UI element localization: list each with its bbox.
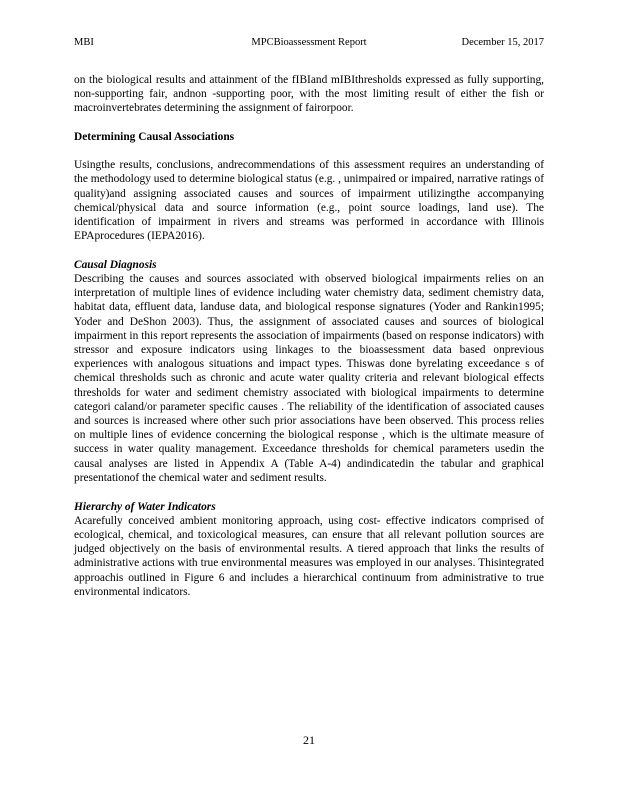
hierarchy-paragraph: Acarefully conceived ambient monitoring approach, using cost- effective indicators comprised of ecological, chemical, and toxicological measures, can ensure that all relevant pollution sources are judged objectively on the basis of environmental results. A tiered approach that links the results of administrative actions with true environmental measures was employed in our analyses. Thisintegrated approachis outlined in Figure 6 and includes a hierarchical continuum from administrative to true environmental indicators.: [74, 514, 544, 598]
causal-diagnosis-paragraph: Describing the causes and sources associated with observed biological impairments relies on an interpretation of multiple lines of evidence including water chemistry data, sediment chemistry data, habitat data, effluent data, landuse data, and biological response signatures (Yoder and Rankin1995; Yoder and DeShon 2003). Thus, the assignment of associated causes and sources of biological impairment in this report represents the association of impairments (based on response indicators) with stressor and exposure indicators using linkages to the bioassessment data based onprevious experiences with analogous situations and impact types. Thiswas done byrelating exceedance s of chemical thresholds such as chronic and acute water quality criteria and relevant biological effects thresholds for water and sediment chemistry associated with biological impairments to determine categori caland/or parameter specific causes . The reliability of the identification of associated causes and sources is increased where other such prior associations have been observed. This process relies on multiple lines of evidence concerning the biological response , which is the ultimate measure of success in water quality management. Exceedance thresholds for chemical parameters usedin the causal analyses are listed in Appendix A (Table A-4) andindicatedin the tabular and graphical presentationof the chemical water and sediment results.: [74, 273, 544, 484]
section-title: Determining Causal Associations: [74, 130, 235, 143]
header-left-org: MBI: [74, 37, 94, 48]
body-text: [74, 73, 544, 599]
causal-diagnosis-heading: Causal Diagnosis: [74, 258, 157, 271]
page-number: 21: [303, 733, 315, 747]
intro-paragraph: on the biological results and attainment of the fIBIand mIBIthresholds expressed as fully supporting, non-supporting fair, andnon -supporting poor, with the most limiting result of either the fish or macroinvertebrates determining the assignment of fairorpoor.: [74, 74, 544, 115]
section-paragraph: Usingthe results, conclusions, andrecommendations of this assessment requires an understanding of the methodology used to determine biological status (e.g. , unimpaired or impaired, narrative ratings of quality)and assigning associated causes and sources of impairment utilizingthe accompanying chemical/physical data and source information (e.g., point source loadings, land use). The identification of impairment in rivers and streams was performed in accordance with Illinois EPAprocedures (IEPA2016).: [74, 159, 544, 243]
header-date: December 15, 2017: [461, 37, 544, 48]
header-report-title: MPCBioassessment Report: [251, 37, 367, 48]
running-header: [74, 36, 544, 50]
hierarchy-heading: Hierarchy of Water Indicators: [74, 500, 216, 513]
